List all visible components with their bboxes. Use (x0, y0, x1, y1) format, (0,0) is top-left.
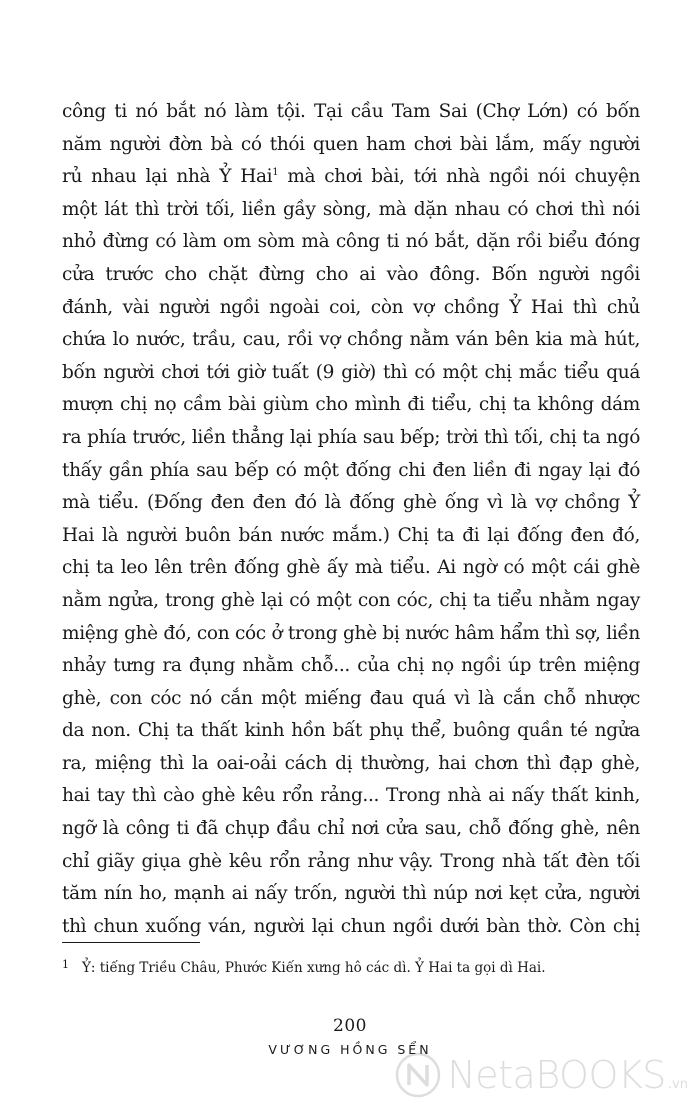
text-line: ngỡ là công ti đã chụp đầu chỉ nơi cửa sau, chỗ đống ghè, nên (62, 818, 640, 840)
text-line: da non. Chị ta thất kinh hồn bất phụ thể, buông quần té ngửa (62, 720, 640, 742)
text-line (62, 161, 640, 194)
footnote-reference[interactable]: 1 (272, 167, 279, 179)
text-line: ra, miệng thì la oai-oải cách dị thường, hai chơn thì đạp ghè, (62, 752, 640, 774)
text-line: đánh, vài người ngồi ngoài coi, còn vợ chồng Ỷ Hai thì chủ (62, 296, 640, 318)
watermark-domain: .vn (667, 1077, 688, 1092)
text-line: hai tay thì cào ghè kêu rổn rảng... Trong nhà ai nấy thất kinh, (62, 785, 640, 807)
text-line: năm người đờn bà có thói quen ham chơi bài lắm, mấy người (62, 133, 640, 155)
text-line: chị ta leo lên trên đống ghè ấy mà tiểu. Ai ngờ có một cái ghè (62, 557, 640, 579)
text-line: tăm nín ho, mạnh ai nấy trốn, người thì núp nơi kẹt cửa, người (62, 883, 640, 905)
text-line: nhảy tưng ra đụng nhằm chỗ... của chị nọ ngồi úp trên miệng (62, 655, 640, 677)
footnote-number: 1 (62, 958, 69, 971)
text-line: cửa trước cho chặt đừng cho ai vào đông. Bốn người ngồi (62, 263, 640, 285)
footnote-divider (62, 942, 200, 943)
text-line: nhỏ đừng có làm om sòm mà công ti nó bắt, dặn rồi biểu đóng (62, 231, 640, 253)
watermark (395, 1050, 688, 1100)
footnote-text: Ỷ: tiếng Triều Châu, Phước Kiến xưng hô các dì. Ỷ Hai ta gọi dì Hai. (82, 960, 546, 976)
text-line: mà tiểu. (Đống đen đen đó là đống ghè ống vì là vợ chồng Ỷ (62, 492, 640, 514)
text-line: một lát thì trời tối, liền gầy sòng, mà dặn nhau có chơi thì nói (62, 198, 640, 220)
text-line: ra phía trước, liền thẳng lại phía sau bếp; trời thì tối, chị ta ngó (62, 426, 640, 448)
text-line: bốn người chơi tới giờ tuất (9 giờ) thì có một chị mắc tiểu quá (62, 361, 640, 383)
text-line: chỉ giãy giụa ghè kêu rổn rảng như vậy. Trong nhà tất đèn tối (62, 850, 640, 872)
text-line: chứa lo nước, trầu, cau, rồi vợ chồng nằm ván bên kia mà hút, (62, 329, 640, 351)
text-line: thì chun xuống ván, người lại chun ngồi dưới bàn thờ. Còn chị (62, 915, 640, 937)
watermark-text: NetaBOOKS (447, 1053, 666, 1097)
text-line: nằm ngửa, trong ghè lại có một con cóc, chị ta tiểu nhằm ngay (62, 589, 640, 611)
page-number: 200 (333, 1016, 367, 1036)
text-line: Hai là người buôn bán nước mắm.) Chị ta đi lại đống đen đó, (62, 524, 640, 546)
netabooks-logo-icon (395, 1052, 441, 1098)
text-line-part: mà chơi bài, tới nhà ngồi nói chuyện (278, 166, 641, 188)
text-line: miệng ghè đó, con cóc ở trong ghè bị nước hâm hẩm thì sợ, liền (62, 622, 640, 644)
footnote (62, 958, 642, 978)
text-line: mượn chị nọ cầm bài giùm cho mình đi tiểu, chị ta không dám (62, 394, 640, 416)
running-footer-author: VƯƠNG HỒNG SỂN (268, 1042, 432, 1057)
text-line: công ti nó bắt nó làm tội. Tại cầu Tam Sai (Chợ Lớn) có bốn (62, 101, 640, 122)
text-line: ghè, con cóc nó cắn một miếng đau quá vì là cắn chỗ nhược (62, 687, 640, 709)
text-line: thấy gần phía sau bếp có một đống chi đen liền đi ngay lại đó (62, 459, 640, 481)
body-text (62, 96, 640, 943)
text-line-part: rủ nhau lại nhà Ỷ Hai (62, 166, 273, 188)
